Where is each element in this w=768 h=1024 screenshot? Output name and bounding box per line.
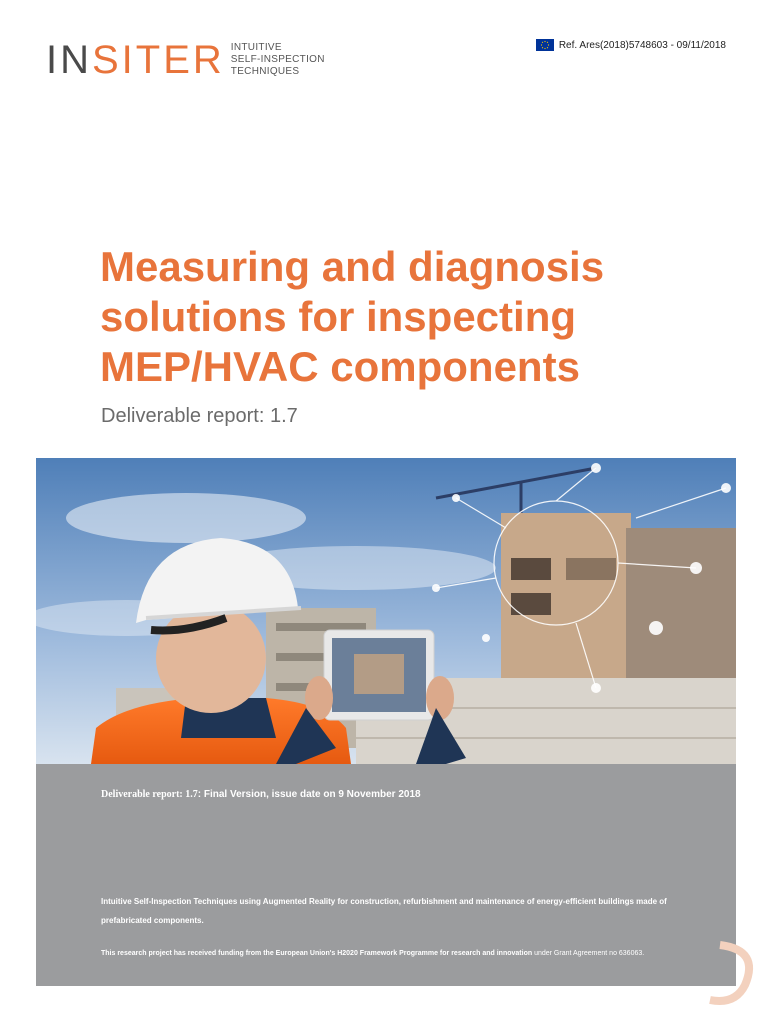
deliverable-info-panel: [36, 764, 736, 986]
deliverable-label: Deliverable report: 1.7: [101, 789, 198, 800]
deliverable-status: : Final Version, issue date on 9 November 2018: [197, 789, 421, 800]
logo-word-part1: IN: [46, 38, 92, 82]
project-description: Intuitive Self-Inspection Techniques using Augmented Reality for construction, refurbishment and maintenance of energy-efficient buildings made of prefabricated components.: [101, 897, 667, 925]
eu-flag-icon: [536, 39, 554, 51]
logo-word-part2: SITER: [92, 38, 225, 82]
decorative-arc-graphic: [690, 905, 760, 1015]
funding-text: This research project has received funding from the European Union's H2020 Framework Programme for research and innovation: [101, 950, 533, 957]
deliverable-status-line: [101, 789, 421, 800]
document-subtitle: Deliverable report: 1.7: [101, 405, 298, 427]
reference-text: Ref. Ares(2018)5748603 - 09/11/2018: [558, 39, 726, 51]
logo-wordmark: [46, 40, 225, 80]
logo-tagline-line3: TECHNIQUES: [230, 66, 300, 77]
grant-text: under Grant Agreement no 636063.: [532, 950, 645, 957]
funding-statement: [101, 948, 721, 960]
logo-tagline-line1: INTUITIVE: [230, 42, 282, 53]
logo-tagline-line2: SELF-INSPECTION: [230, 54, 325, 65]
title-line1: Measuring and diagnosis: [100, 243, 605, 290]
insiter-logo: [46, 38, 325, 82]
document-reference: [536, 39, 726, 51]
document-title: [100, 242, 700, 392]
title-line2: solutions for inspecting: [100, 293, 577, 340]
logo-tagline: [231, 42, 325, 78]
title-line3: MEP/HVAC components: [100, 343, 580, 390]
cover-photo: [36, 458, 736, 764]
